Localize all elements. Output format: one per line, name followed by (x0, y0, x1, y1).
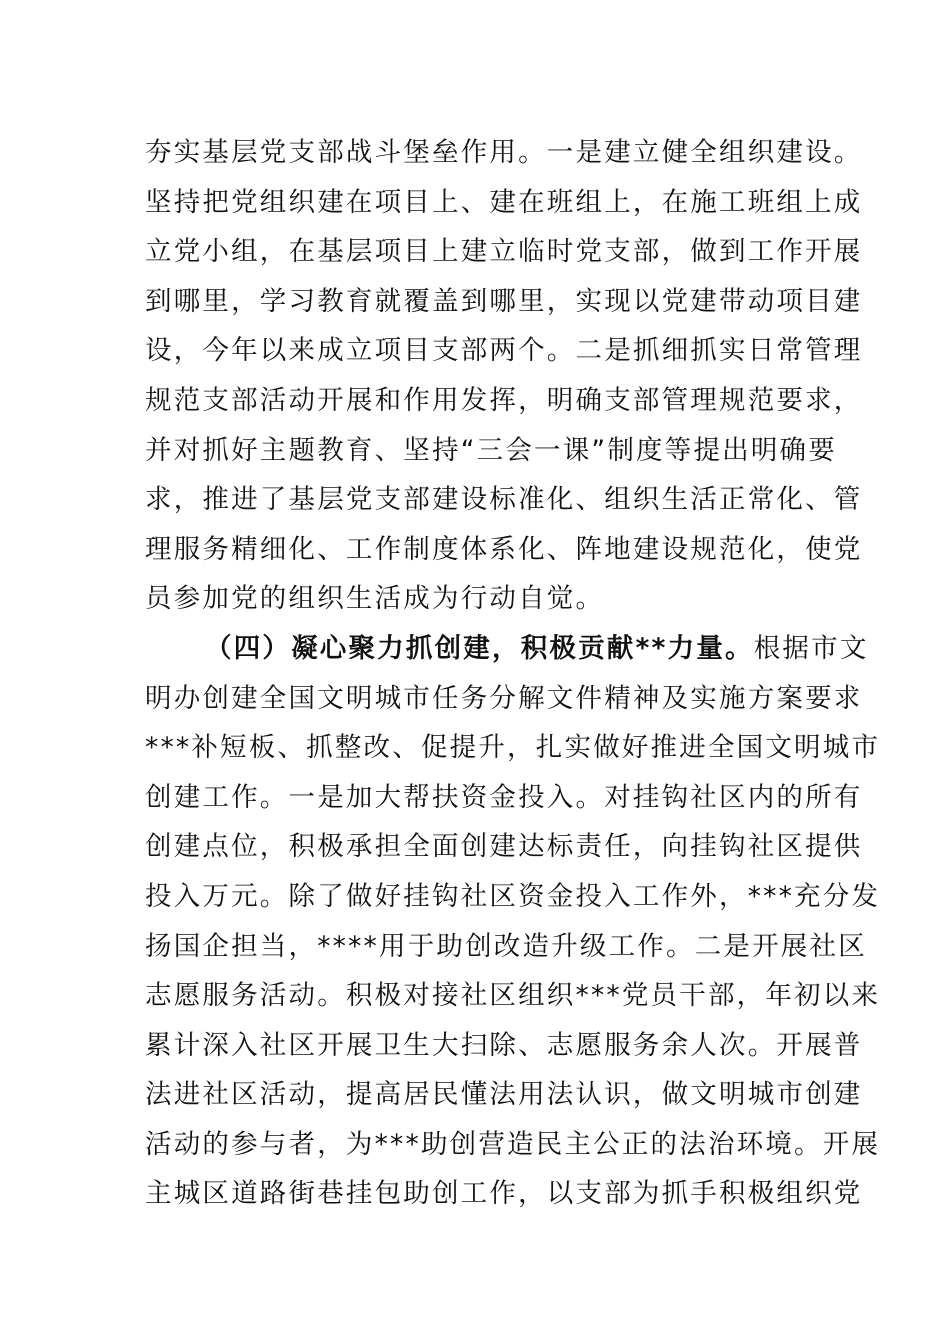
document-body (145, 128, 881, 1219)
text-line: 到哪里，学习教育就覆盖到哪里，实现以党建带动项目建 (145, 285, 863, 317)
text-line: 设，今年以来成立项目支部两个。二是抓细抓实日常管理 (145, 335, 863, 367)
text-line: 立党小组，在基层项目上建立临时党支部，做到工作开展 (145, 236, 863, 268)
text-line: 坚持把党组织建在项目上、建在班组上，在施工班组上成 (145, 186, 863, 218)
text-line: 创建点位，积极承担全面创建达标责任，向挂钩社区提供 (145, 831, 863, 863)
heading-line-rest: 根据市文 (753, 632, 869, 664)
text-line: 员参加党的组织生活成为行动自觉。 (145, 583, 605, 615)
text-line: 投入万元。除了做好挂钩社区资金投入工作外，***充分发 (145, 880, 881, 912)
text-line: 理服务精细化、工作制度体系化、阵地建设规范化，使党 (145, 533, 863, 565)
text-line: 并对抓好主题教育、坚持“三会一课”制度等提出明确要 (145, 434, 837, 466)
text-line: 创建工作。一是加大帮扶资金投入。对挂钩社区内的所有 (145, 781, 863, 813)
text-line: 法进社区活动，提高居民懂法用法认识，做文明城市创建 (145, 1079, 863, 1111)
text-line: 活动的参与者，为***助创营造民主公正的法治环境。开展 (145, 1128, 881, 1160)
text-line: 志愿服务活动。积极对接社区组织***党员干部，年初以来 (145, 980, 881, 1012)
section-heading: （四）凝心聚力抓创建，积极贡献**力量。 (205, 632, 754, 664)
text-line: 主城区道路街巷挂包助创工作，以支部为抓手积极组织党 (145, 1178, 863, 1210)
text-line: 累计深入社区开展卫生大扫除、志愿服务余人次。开展普 (145, 1029, 863, 1061)
section-heading-line (145, 624, 869, 674)
text-line: 求，推进了基层党支部建设标准化、组织生活正常化、管 (145, 484, 863, 516)
text-line: 扬国企担当，****用于助创改造升级工作。二是开展社区 (145, 930, 867, 962)
text-line: 明办创建全国文明城市任务分解文件精神及实施方案要求 (145, 682, 863, 714)
text-line: ***补短板、抓整改、促提升，扎实做好推进全国文明城市 (145, 732, 881, 764)
text-line: 夯实基层党支部战斗堡垒作用。一是建立健全组织建设。 (145, 137, 863, 168)
text-line: 规范支部活动开展和作用发挥，明确支部管理规范要求， (145, 384, 863, 416)
